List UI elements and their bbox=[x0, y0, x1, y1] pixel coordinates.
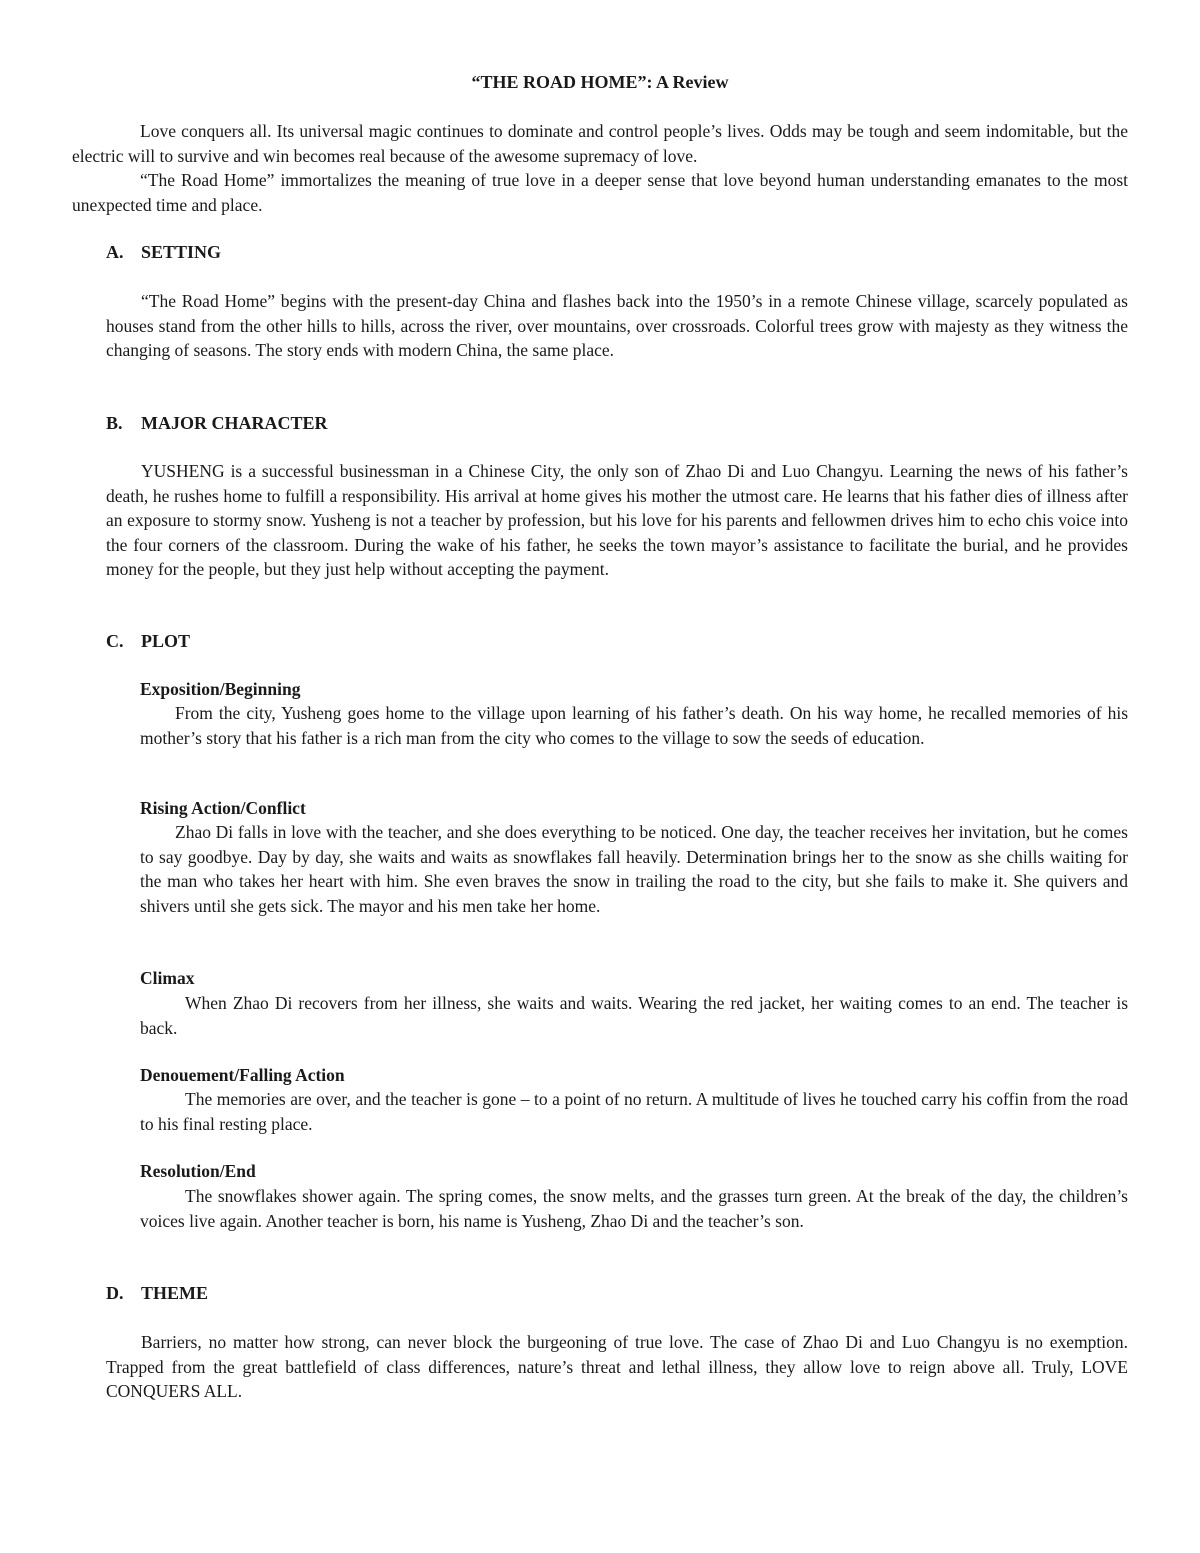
section-letter: B. bbox=[106, 413, 123, 433]
plot-resolution-paragraph: The snowflakes shower again. The spring comes, the snow melts, and the grasses turn green. At the break of the day, the children’s voices live again. Another teacher is born, his name is Yusheng, Zhao Di and the teacher’s son. bbox=[140, 1186, 1128, 1231]
intro-paragraph-2: “The Road Home” immortalizes the meaning of true love in a deeper sense that love beyond human understanding emanates to the most unexpected time and place. bbox=[72, 170, 1128, 215]
plot-subheading-exposition: Exposition/Beginning bbox=[140, 679, 301, 699]
section-heading-theme bbox=[106, 1281, 208, 1305]
setting-paragraph: “The Road Home” begins with the present-day China and flashes back into the 1950’s in a remote Chinese village, scarcely populated as houses stand from the other hills to hills, across the river, over mountains, over crossroads. Colorful trees grow with majesty as they witness the changing of seasons. The story ends with modern China, the same place. bbox=[106, 291, 1128, 361]
section-letter: C. bbox=[106, 631, 124, 651]
section-heading-setting bbox=[106, 240, 221, 264]
section-letter: A. bbox=[106, 242, 124, 262]
section-heading-character bbox=[106, 411, 328, 435]
plot-subheading-resolution: Resolution/End bbox=[140, 1161, 256, 1181]
plot-subheading-climax: Climax bbox=[140, 968, 195, 988]
section-heading-plot bbox=[106, 629, 190, 653]
plot-subheading-denouement: Denouement/Falling Action bbox=[140, 1065, 345, 1085]
plot-rising-paragraph: Zhao Di falls in love with the teacher, and she does everything to be noticed. One day, the teacher receives her invitation, but he comes to say goodbye. Day by day, she waits and waits as snowflakes fall heavily. Determination brings her to the snow as she chills waiting for the man who takes her heart with him. She even braves the snow in trailing the road to the city, but she fails to make it. She quivers and shivers until she gets sick. The mayor and his men take her home. bbox=[140, 822, 1128, 916]
plot-climax-paragraph: When Zhao Di recovers from her illness, she waits and waits. Wearing the red jacket, her waiting comes to an end. The teacher is back. bbox=[140, 993, 1128, 1038]
section-title: MAJOR CHARACTER bbox=[141, 413, 328, 433]
plot-denouement-paragraph: The memories are over, and the teacher is gone – to a point of no return. A multitude of lives he touched carry his coffin from the road to his final resting place. bbox=[140, 1089, 1128, 1134]
plot-subheading-rising: Rising Action/Conflict bbox=[140, 798, 306, 818]
intro-paragraph-1: Love conquers all. Its universal magic continues to dominate and control people’s lives. Odds may be tough and seem indomitable, but the electric will to survive and win becomes real because of the awesome supremacy of love. bbox=[72, 121, 1128, 166]
theme-paragraph: Barriers, no matter how strong, can never block the burgeoning of true love. The case of Zhao Di and Luo Changyu is no exemption. Trapped from the great battlefield of class differences, nature’s threat and lethal illness, they allow love to reign above all. Truly, LOVE CONQUERS ALL. bbox=[106, 1332, 1128, 1402]
section-title: SETTING bbox=[141, 242, 222, 262]
section-title: PLOT bbox=[141, 631, 191, 651]
section-title: THEME bbox=[141, 1283, 209, 1303]
section-letter: D. bbox=[106, 1283, 124, 1303]
plot-exposition-paragraph: From the city, Yusheng goes home to the village upon learning of his father’s death. On his way home, he recalled memories of his mother’s story that his father is a rich man from the city who comes to the village to sow the seeds of education. bbox=[140, 703, 1128, 748]
document-title: “THE ROAD HOME”: A Review bbox=[471, 72, 729, 92]
character-paragraph: YUSHENG is a successful businessman in a Chinese City, the only son of Zhao Di and Luo Changyu. Learning the news of his father’s death, he rushes home to fulfill a responsibility. His arrival at home gives his mother the utmost care. He learns that his father dies of illness after an exposure to stormy snow. Yusheng is not a teacher by profession, but his love for his parents and fellowmen drives him to echo chis voice into the four corners of the classroom. During the wake of his father, he seeks the town mayor’s assistance to facilitate the burial, and he provides money for the people, but they just help without accepting the payment. bbox=[106, 461, 1128, 580]
